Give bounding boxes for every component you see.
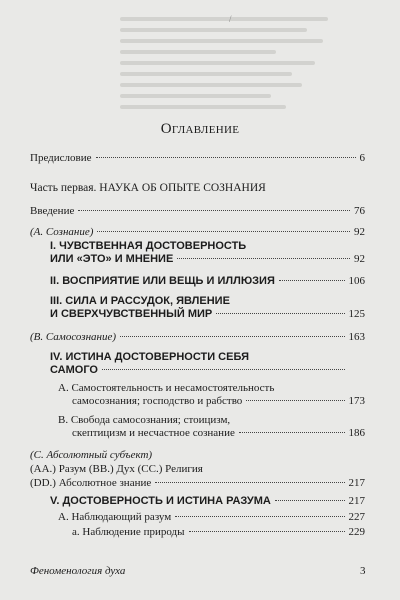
toc-entry-text: а. Наблюдение природы	[72, 526, 185, 538]
footer-page-number: 3	[360, 565, 366, 577]
toc-entry-text-line-1: IV. ИСТИНА ДОСТОВЕРНОСТИ СЕБЯ	[50, 351, 249, 363]
toc-page-number: 217	[348, 477, 365, 489]
toc-entry-chapter-4	[50, 351, 365, 377]
dot-leader	[279, 280, 345, 281]
toc-entry-text: Введение	[30, 205, 75, 217]
dot-leader	[189, 531, 345, 532]
toc-page-number: 125	[348, 308, 365, 320]
dot-leader	[96, 157, 356, 158]
toc-entry-text-line-2: И СВЕРХЧУВСТВЕННЫЙ МИР	[50, 308, 213, 320]
toc-entry-text: Предисловие	[30, 152, 92, 164]
toc-entry-consciousness	[30, 226, 365, 239]
toc-entry-text-line-1: А. Самостоятельность и несамостоятельность	[58, 382, 275, 394]
toc-entry-text: (DD.) Абсолютное знание	[30, 477, 152, 489]
toc-page-number: 227	[348, 511, 365, 523]
toc-entry-text-line-1: III. СИЛА И РАССУДОК, ЯВЛЕНИЕ	[50, 295, 230, 307]
toc-entry-text: (В. Самосознание)	[30, 331, 117, 343]
toc-entry-text: (А. Сознание)	[30, 226, 94, 238]
dot-leader	[239, 432, 345, 433]
toc-entry-self-consciousness	[30, 331, 365, 344]
toc-page-number: 6	[359, 152, 365, 164]
toc-entry-chapter-2	[50, 275, 365, 288]
dot-leader	[97, 231, 350, 232]
toc-entry-subsection-5a-a	[72, 526, 365, 539]
toc-entry-preface	[30, 152, 365, 165]
toc-title: Оглавление	[160, 121, 240, 137]
dot-leader	[246, 400, 344, 401]
toc-entry-text-line-1: В. Свобода самосознания; стоицизм,	[58, 414, 231, 426]
dot-leader	[155, 482, 344, 483]
toc-page-number: 106	[348, 275, 365, 287]
toc-entry-chapter-1	[50, 240, 365, 266]
page-mark: /	[229, 14, 232, 24]
toc-entry-text-line-2: скептицизм и несчастное сознание	[72, 427, 235, 439]
running-footer-title: Феноменология духа	[30, 565, 126, 577]
toc-entry-introduction	[30, 205, 365, 218]
toc-entry-section-5a	[58, 511, 365, 524]
toc-entry-text-line-2: ИЛИ «ЭТО» И МНЕНИЕ	[50, 253, 174, 265]
toc-entry-chapter-3	[50, 295, 365, 321]
toc-entry-absolute-knowledge	[30, 477, 365, 490]
toc-page-number: 163	[348, 331, 365, 343]
toc-entry-text: А. Наблюдающий разум	[58, 511, 172, 523]
dot-leader	[78, 210, 350, 211]
toc-page-number: 92	[354, 253, 365, 265]
toc-entry-text: II. ВОСПРИЯТИЕ ИЛИ ВЕЩЬ И ИЛЛЮЗИЯ	[50, 275, 275, 287]
toc-entry-text: Часть первая. НАУКА ОБ ОПЫТЕ СОЗНАНИЯ	[30, 182, 266, 194]
toc-entry-text-line-1: I. ЧУВСТВЕННАЯ ДОСТОВЕРНОСТЬ	[50, 240, 247, 252]
toc-entry-section-4a	[58, 382, 365, 408]
toc-entry-text-line-2: самосознания; господство и рабство	[72, 395, 243, 407]
toc-part-heading	[30, 182, 365, 195]
dot-leader	[216, 313, 344, 314]
toc-page-number: 76	[354, 205, 365, 217]
toc-page-number: 186	[348, 427, 365, 439]
dot-leader	[177, 258, 350, 259]
dot-leader	[102, 369, 345, 370]
toc-entry-section-4b	[58, 414, 365, 440]
dot-leader	[275, 500, 345, 501]
toc-page-number: 92	[354, 226, 365, 238]
toc-page-number: 217	[348, 495, 365, 507]
toc-entry-chapter-5	[50, 495, 365, 508]
toc-page-number: 229	[348, 526, 365, 538]
toc-entry-absolute-subject	[30, 449, 365, 462]
toc-entry-text: (С. Абсолютный субъект)	[30, 449, 153, 461]
toc-entry-text: (АА.) Разум (ВВ.) Дух (СС.) Религия	[30, 463, 203, 475]
dot-leader	[175, 516, 344, 517]
toc-entry-text-line-2: САМОГО	[50, 364, 98, 376]
show-through-text	[120, 10, 380, 120]
toc-entry-text: V. ДОСТОВЕРНОСТЬ И ИСТИНА РАЗУМА	[50, 495, 271, 507]
dot-leader	[120, 336, 344, 337]
toc-page-number: 173	[348, 395, 365, 407]
toc-entry-reason-spirit-religion	[30, 463, 365, 476]
